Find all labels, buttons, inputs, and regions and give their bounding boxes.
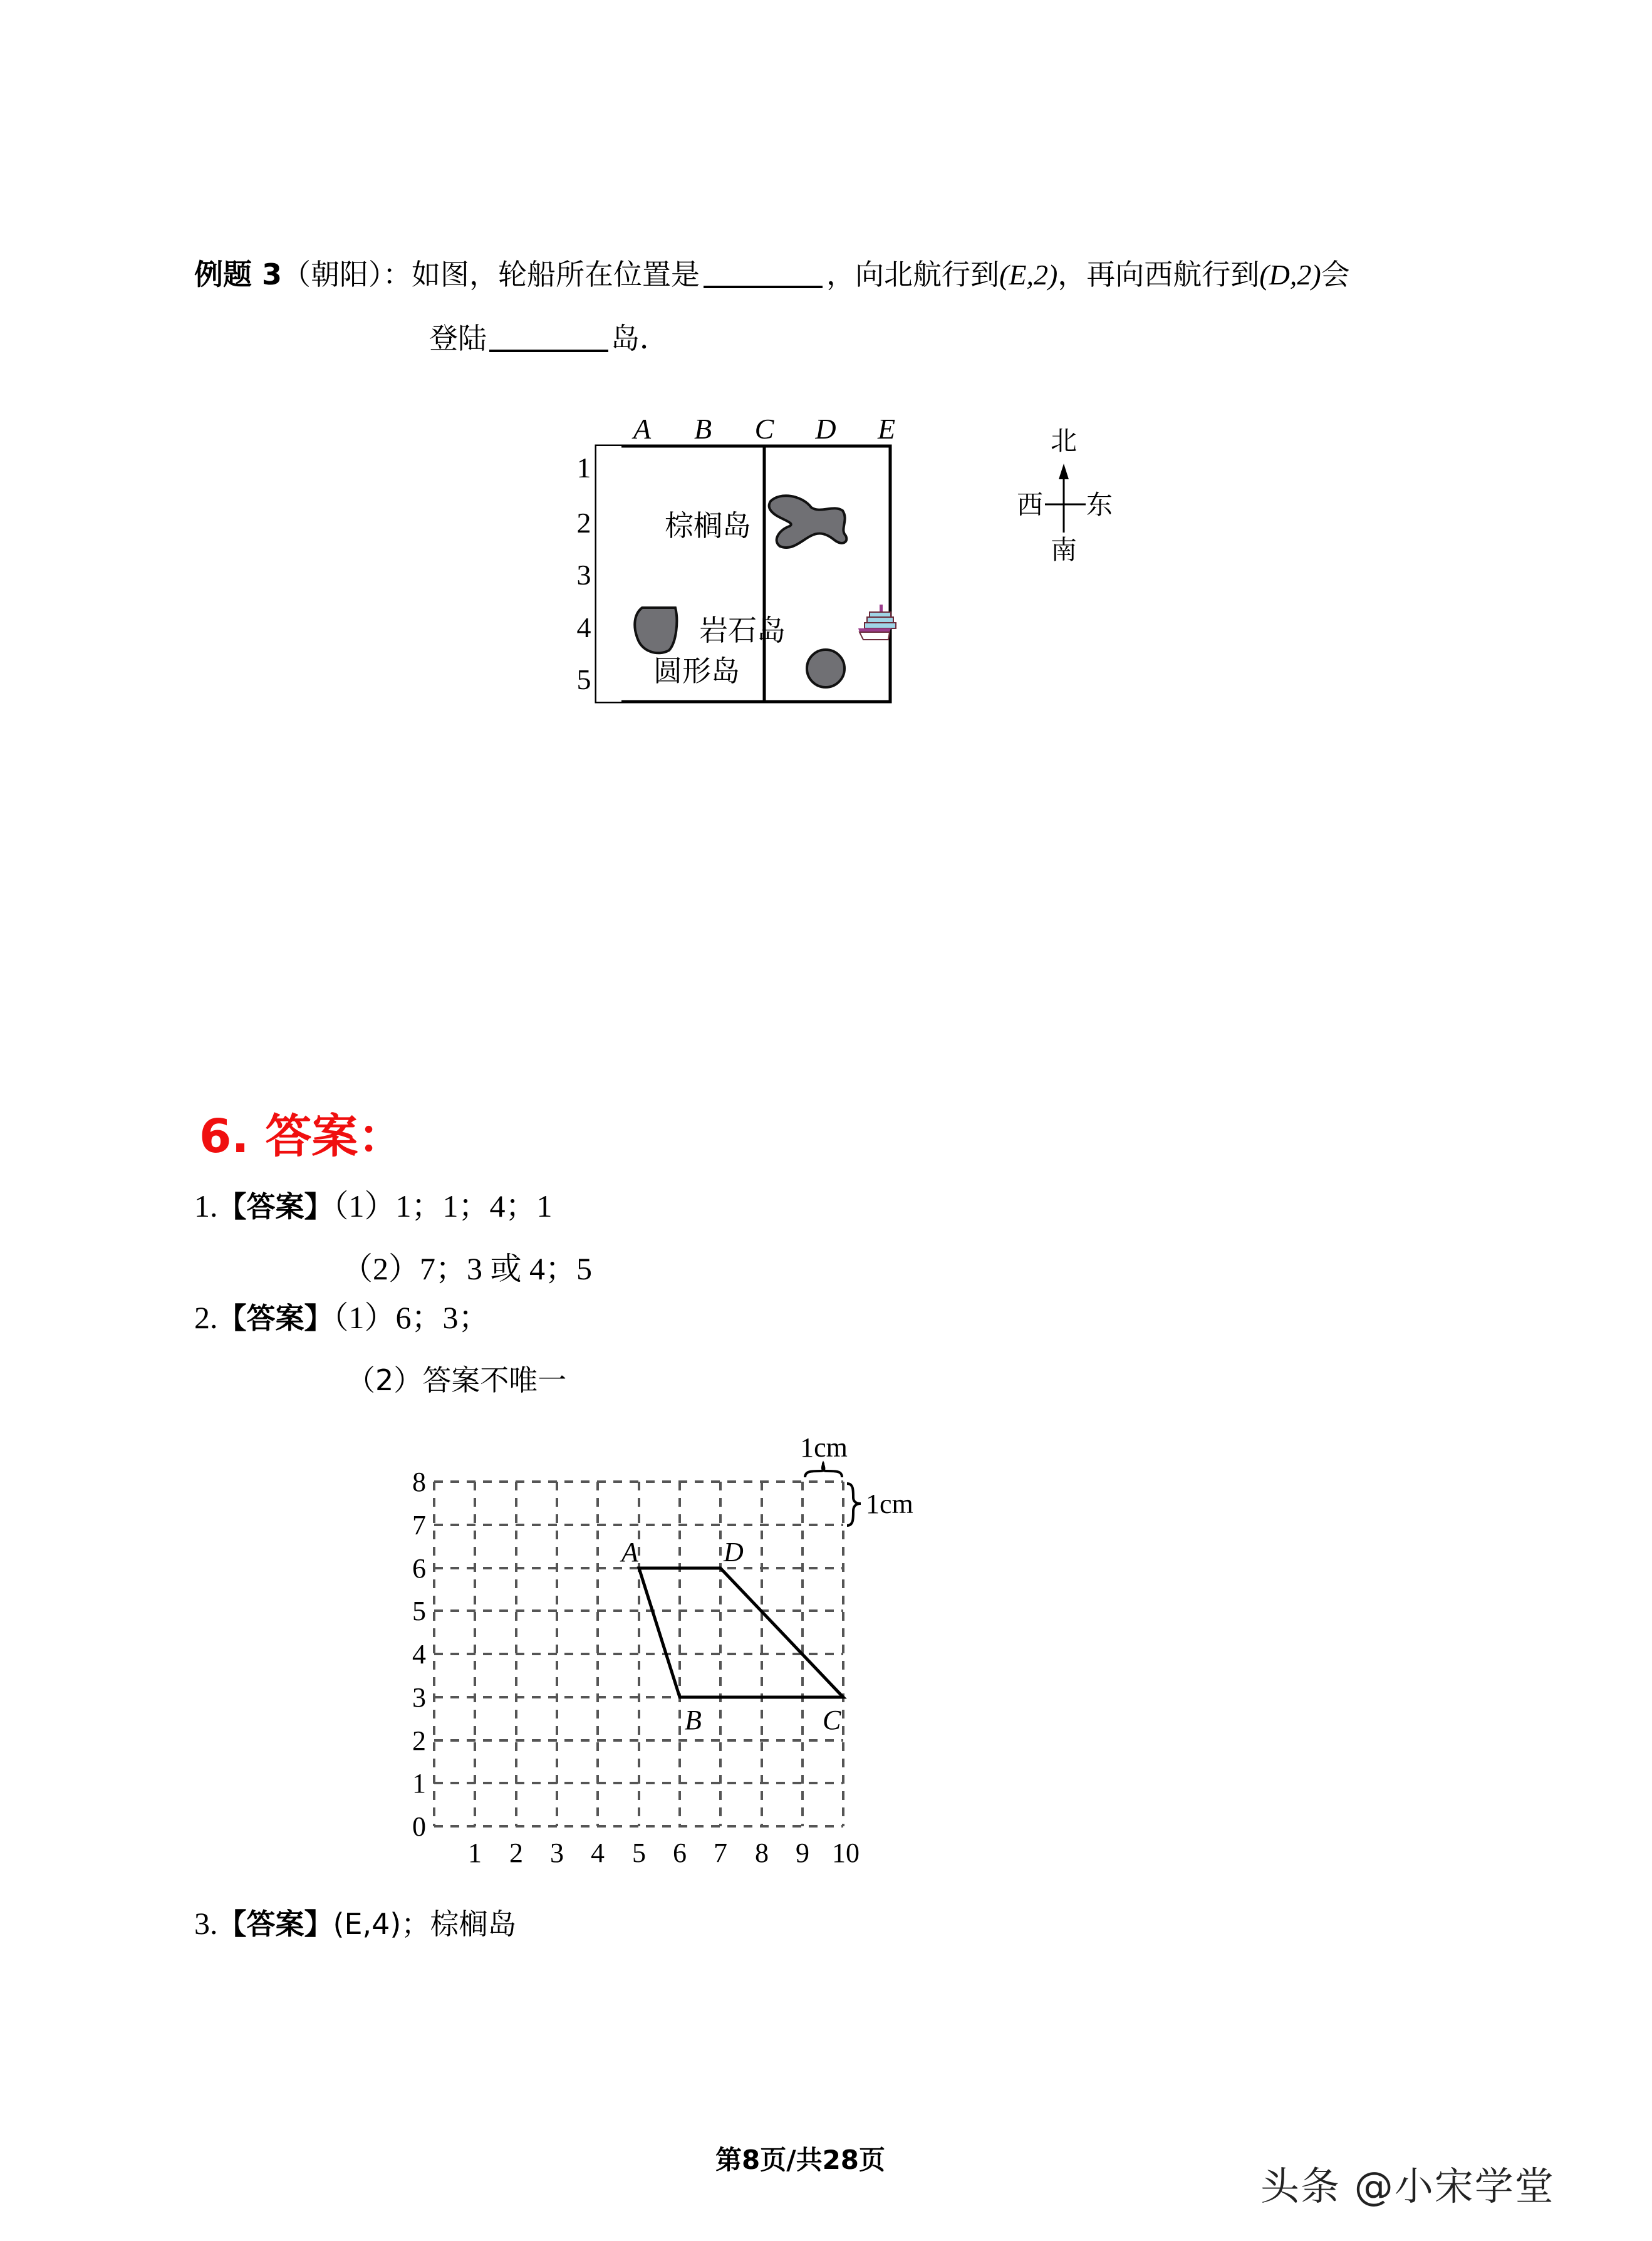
- grid-figure: [388, 1428, 952, 1867]
- x-tick-9: 9: [796, 1838, 809, 1867]
- answer-blank-1: [704, 261, 823, 288]
- col-label-a: A: [633, 413, 652, 445]
- vertex-a-label: A: [621, 1537, 638, 1568]
- answer-3-num: 3.: [194, 1906, 218, 1941]
- y-tick-7: 7: [412, 1510, 426, 1541]
- question-text-4: 会: [1321, 257, 1350, 291]
- row-label-1: 1: [576, 452, 591, 484]
- palm-island-shape: [769, 496, 847, 548]
- quadrilateral-abcd: [639, 1568, 843, 1697]
- vertex-c-label: C: [823, 1705, 841, 1735]
- question-text-2: ，向北航行到: [826, 257, 1000, 291]
- vertex-b-label: B: [685, 1705, 702, 1735]
- answer-2-text-2: （2）答案不唯一: [346, 1363, 567, 1397]
- right-brace-icon: [847, 1484, 861, 1526]
- compass-north: 北: [1050, 427, 1078, 456]
- watermark: 头条 @小宋学堂: [1260, 2163, 1555, 2209]
- x-tick-8: 8: [755, 1838, 769, 1867]
- unit-label-right: 1cm: [866, 1489, 913, 1519]
- vertex-d-label: D: [724, 1537, 744, 1568]
- question-line-2: [429, 320, 668, 357]
- y-tick-labels: [412, 1467, 426, 1842]
- answer-2-text-1: （1）6；3；: [333, 1300, 490, 1335]
- answer-2-line-1: [194, 1299, 490, 1337]
- x-tick-2: 2: [509, 1838, 523, 1867]
- answer-1-num: 1.: [194, 1188, 218, 1224]
- answer-3-line-1: [194, 1905, 516, 1943]
- rock-island-shape: [635, 608, 677, 653]
- col-label-c: C: [754, 413, 774, 445]
- col-label-e: E: [877, 413, 896, 445]
- y-tick-5: 5: [412, 1596, 426, 1626]
- x-tick-6: 6: [673, 1838, 687, 1867]
- y-tick-1: 1: [412, 1768, 426, 1799]
- answer-blank-2: [489, 325, 608, 352]
- row-label-5: 5: [576, 663, 591, 695]
- answer-1-text-1: （1）1；1；4；1: [333, 1188, 553, 1224]
- palm-island-label: 棕榈岛: [665, 510, 751, 542]
- map-column-labels: [631, 413, 895, 445]
- answer-1-line-2: [341, 1250, 592, 1288]
- answer-2-tag: 【答案】: [217, 1301, 333, 1335]
- map-row-labels: [577, 452, 591, 695]
- answer-3-text: (E,4)；棕榈岛: [333, 1907, 517, 1941]
- row-label-3: 3: [576, 559, 591, 591]
- question-text-1: ：如图，轮船所在位置是: [383, 257, 700, 291]
- coord-1: (E,2): [999, 259, 1058, 291]
- x-tick-labels: [468, 1838, 860, 1867]
- answer-2-num: 2.: [194, 1300, 218, 1335]
- compass: [752, 401, 1113, 565]
- y-tick-3: 3: [412, 1682, 426, 1713]
- y-tick-2: 2: [412, 1725, 426, 1756]
- col-label-b: B: [694, 413, 712, 445]
- answer-1-text-2: （2）7；3 或 4；5: [341, 1251, 592, 1286]
- y-tick-8: 8: [412, 1467, 426, 1497]
- compass-south: 南: [1050, 536, 1078, 565]
- question-line2-prefix: 登陆: [429, 321, 487, 355]
- top-brace-icon: [805, 1464, 842, 1477]
- round-island-label: 圆形岛: [653, 655, 740, 687]
- question-text-3: ，再向西航行到: [1057, 257, 1260, 291]
- page-number: 第8页/共28页: [715, 2145, 886, 2175]
- x-tick-7: 7: [714, 1838, 727, 1867]
- question-source: （朝阳）: [282, 257, 383, 291]
- round-island-shape: [807, 650, 844, 687]
- x-tick-4: 4: [591, 1838, 605, 1867]
- row-label-4: 4: [576, 611, 591, 643]
- answer-1-tag: 【答案】: [217, 1190, 333, 1224]
- rock-island-label: 岩石岛: [699, 615, 786, 647]
- row-label-2: 2: [576, 507, 591, 539]
- y-tick-4: 4: [412, 1639, 426, 1670]
- answer-2-line-2: [346, 1361, 566, 1399]
- compass-east: 东: [1086, 491, 1113, 520]
- col-label-d: D: [815, 413, 836, 445]
- answer-1-line-1: [194, 1187, 553, 1225]
- island-map-figure: [564, 401, 1128, 789]
- answers-title: 6. 答案：: [199, 1110, 405, 1163]
- y-tick-0: 0: [412, 1811, 426, 1842]
- y-tick-6: 6: [412, 1553, 426, 1584]
- question-line-1: [194, 256, 1350, 294]
- x-tick-5: 5: [632, 1838, 646, 1867]
- x-tick-1: 1: [468, 1838, 482, 1867]
- coord-2: (D,2): [1259, 259, 1321, 291]
- north-arrow-icon: [1059, 464, 1069, 479]
- question-line2-suffix: 岛．: [611, 321, 668, 355]
- grid-lines: [434, 1482, 843, 1826]
- compass-west: 西: [1016, 491, 1044, 520]
- unit-label-top: 1cm: [800, 1432, 848, 1463]
- x-tick-3: 3: [550, 1838, 564, 1867]
- x-tick-10: 10: [832, 1838, 860, 1867]
- question-label: 例题 3: [194, 257, 283, 291]
- answer-3-tag: 【答案】: [217, 1907, 333, 1941]
